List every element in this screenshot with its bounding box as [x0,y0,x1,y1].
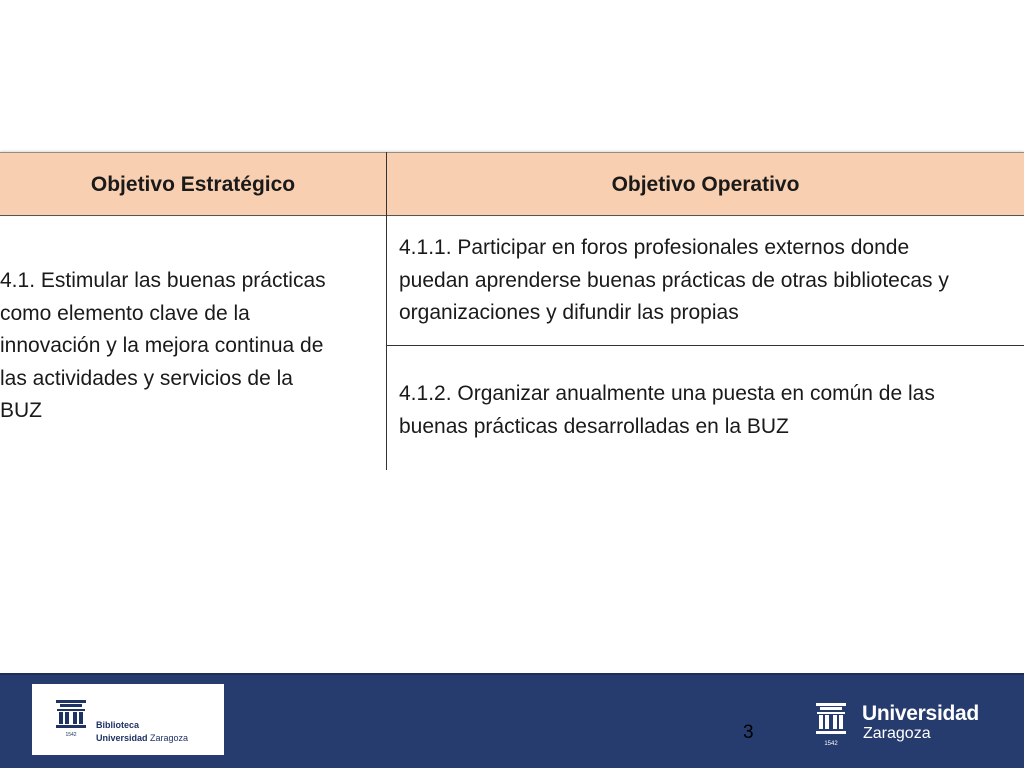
table-header-row [0,152,1024,216]
header-strategic-objective: Objetivo Estratégico [90,172,296,196]
strategic-line: BUZ [0,399,42,422]
university-building-icon [814,701,848,749]
operative-objective-cell-1 [399,232,1024,330]
library-logo-subtitle [96,733,188,743]
library-logo [32,684,224,755]
library-logo-year: 1542 [65,732,77,738]
library-logo-university: Universidad [96,733,148,743]
strategic-line: innovación y la mejora continua de [0,334,324,357]
strategic-line: como elemento clave de la [0,301,250,325]
operative-line: buenas prácticas desarrolladas en la BUZ [399,414,789,438]
operative-line: puedan aprenderse buenas prácticas de otras bibliotecas y [399,268,949,292]
university-logo-year: 1542 [824,741,838,747]
strategic-objective-cell [0,265,380,428]
library-logo-city: Zaragoza [147,733,189,743]
operative-line: 4.1.1. Participar en foros profesionales externos donde [399,236,910,259]
footer-bar [0,673,1024,768]
university-logo-city: Zaragoza [863,725,931,742]
strategic-line: 4.1. Estimular las buenas prácticas [0,269,326,292]
library-logo-title: Biblioteca [96,720,140,730]
header-divider [0,215,1024,216]
row-divider [387,345,1024,346]
column-divider [386,152,387,470]
strategic-line: las actividades y servicios de la [0,366,293,390]
library-building-icon [54,698,88,738]
university-logo-name: Universidad [862,702,979,725]
page-number: 3 [743,722,754,743]
operative-line: organizaciones y difundir las propias [399,301,739,324]
operative-line: 4.1.2. Organizar anualmente una puesta en común de las [399,382,935,405]
operative-objective-cell-2 [399,378,1024,443]
objectives-table [0,152,1024,470]
header-operative-objective: Objetivo Operativo [611,172,800,196]
